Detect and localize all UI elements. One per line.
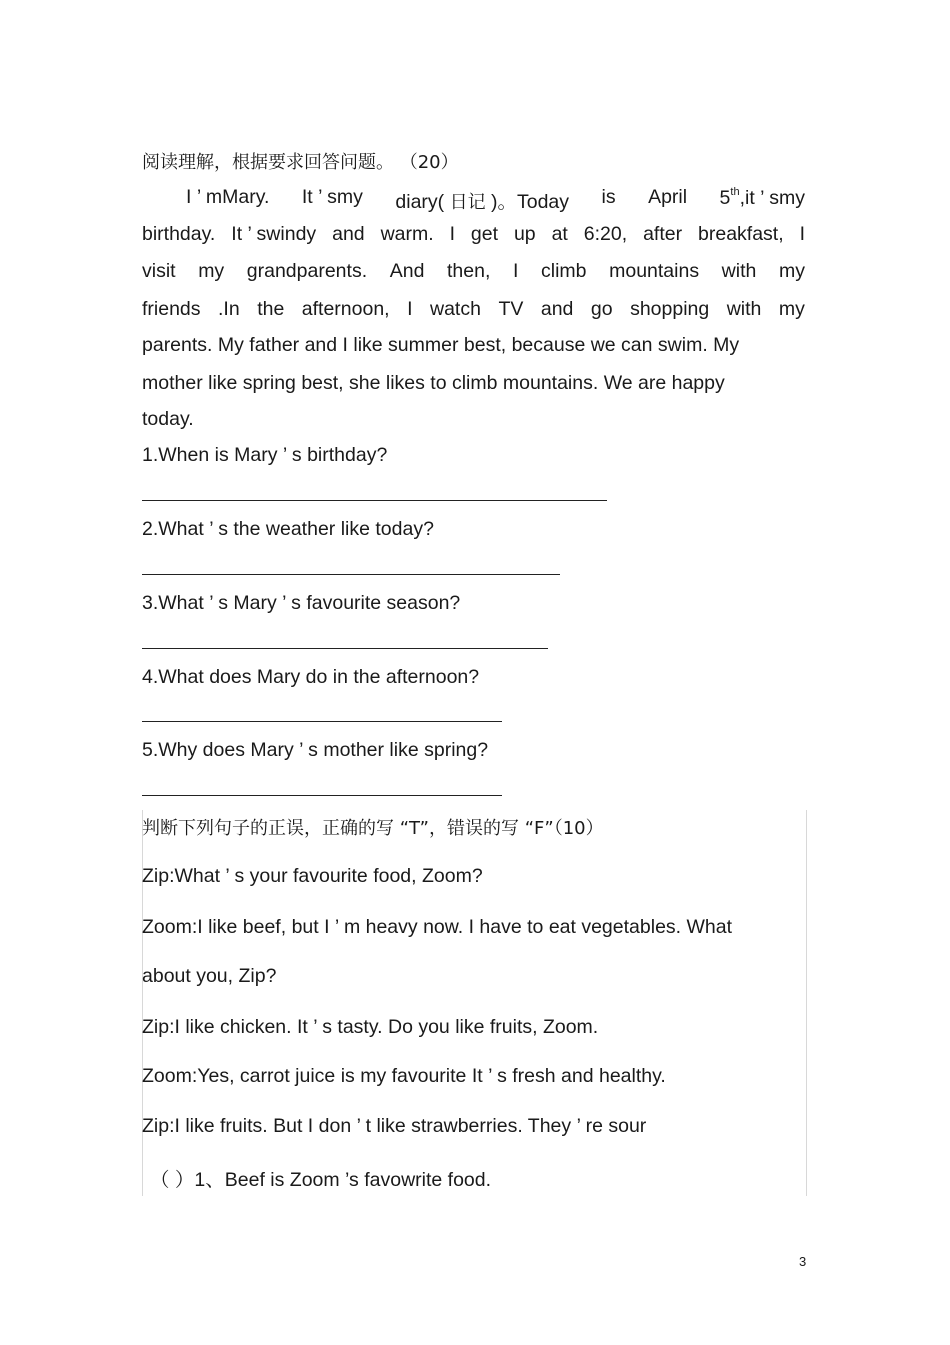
passage-line-4: friends .In the afternoon, I watch TV and go shopping with my xyxy=(142,298,805,320)
question-5: 5.Why does Mary ’ s mother like spring? xyxy=(142,739,489,761)
passage-line-1: I ’ mMary. It ’ smy diary( 日记 )。Today is April 5th,it ’ smy xyxy=(186,186,805,213)
dialogue-line-2: Zoom:I like beef, but I ’ m heavy now. I have to eat vegetables. What xyxy=(142,916,733,938)
page-number: 3 xyxy=(799,1254,807,1269)
passage-line-7: today. xyxy=(142,408,194,430)
question-3: 3.What ’ s Mary ’ s favourite season? xyxy=(142,592,461,614)
answer-line-5 xyxy=(142,795,502,796)
dialogue-line-1: Zip:What ’ s your favourite food, Zoom? xyxy=(142,865,483,887)
passage-line-3: visit my grandparents. And then, I climb mountains with my xyxy=(142,260,805,282)
answer-line-2 xyxy=(142,574,560,575)
dialogue-line-3: about you, Zip? xyxy=(142,965,277,987)
judge-heading: 判断下列句子的正误，正确的写 “T”，错误的写 “F”（10） xyxy=(142,818,604,839)
question-4: 4.What does Mary do in the afternoon? xyxy=(142,666,480,688)
answer-line-1 xyxy=(142,500,607,501)
reading-heading: 阅读理解，根据要求回答问题。 （20） xyxy=(142,152,459,173)
passage-line-2: birthday. It ’ swindy and warm. I get up at 6:20, after breakfast, I xyxy=(142,223,805,245)
answer-line-4 xyxy=(142,721,502,722)
judge-item-1: （ ）1、Beef is Zoom ’s favowrite food. xyxy=(150,1169,492,1191)
dialogue-line-6: Zip:I like fruits. But I don ’ t like strawberries. They ’ re sour xyxy=(142,1115,647,1137)
question-1: 1.When is Mary ’ s birthday? xyxy=(142,444,388,466)
question-2: 2.What ’ s the weather like today? xyxy=(142,518,434,540)
passage-line-5: parents. My father and I like summer best, because we can swim. My xyxy=(142,334,740,356)
dialogue-line-4: Zip:I like chicken. It ’ s tasty. Do you like fruits, Zoom. xyxy=(142,1016,599,1038)
dialogue-line-5: Zoom:Yes, carrot juice is my favourite It ’ s fresh and healthy. xyxy=(142,1065,666,1087)
section-box-right-rule xyxy=(806,810,807,1196)
passage-line-6: mother like spring best, she likes to climb mountains. We are happy xyxy=(142,372,725,394)
answer-line-3 xyxy=(142,648,548,649)
